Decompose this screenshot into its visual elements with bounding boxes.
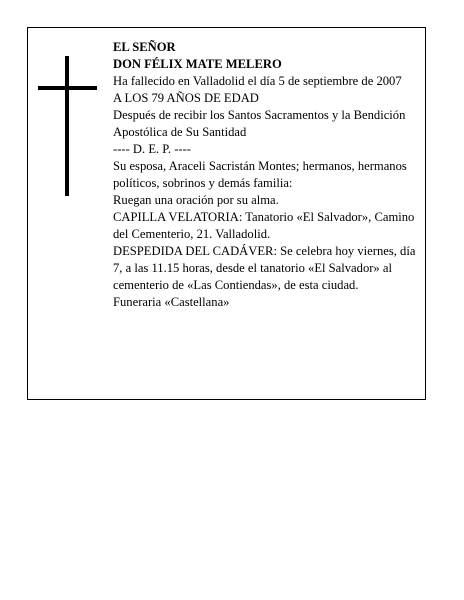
sacraments-statement: Después de recibir los Santos Sacramentos y la Bendición Apostólica de Su Santidad — [113, 108, 406, 139]
prayer-request: Ruegan una oración por su alma. — [113, 193, 279, 207]
deceased-name: DON FÉLIX MATE MELERO — [113, 57, 282, 71]
cross-vertical-bar — [65, 56, 69, 196]
funeral-home: Funeraria «Castellana» — [113, 295, 230, 309]
age-statement: A LOS 79 AÑOS DE EDAD — [113, 91, 259, 105]
farewell-info: DESPEDIDA DEL CADÁVER: Se celebra hoy viernes, día 7, a las 11.15 horas, desde el tanatorio «El Salvador» al cementerio de «Las Contiendas», de esta ciudad. — [113, 244, 416, 292]
death-statement: Ha fallecido en Valladolid el día 5 de septiembre de 2007 — [113, 74, 402, 88]
deceased-title: EL SEÑOR — [113, 40, 176, 54]
family-statement: Su esposa, Araceli Sacristán Montes; hermanos, hermanos políticos, sobrinos y demás familia: — [113, 159, 407, 190]
rip-statement: ---- D. E. P. ---- — [113, 142, 191, 156]
cross-horizontal-bar — [38, 86, 97, 90]
obituary-text — [113, 39, 417, 311]
chapel-info: CAPILLA VELATORIA: Tanatorio «El Salvador», Camino del Cementerio, 21. Valladolid. — [113, 210, 415, 241]
